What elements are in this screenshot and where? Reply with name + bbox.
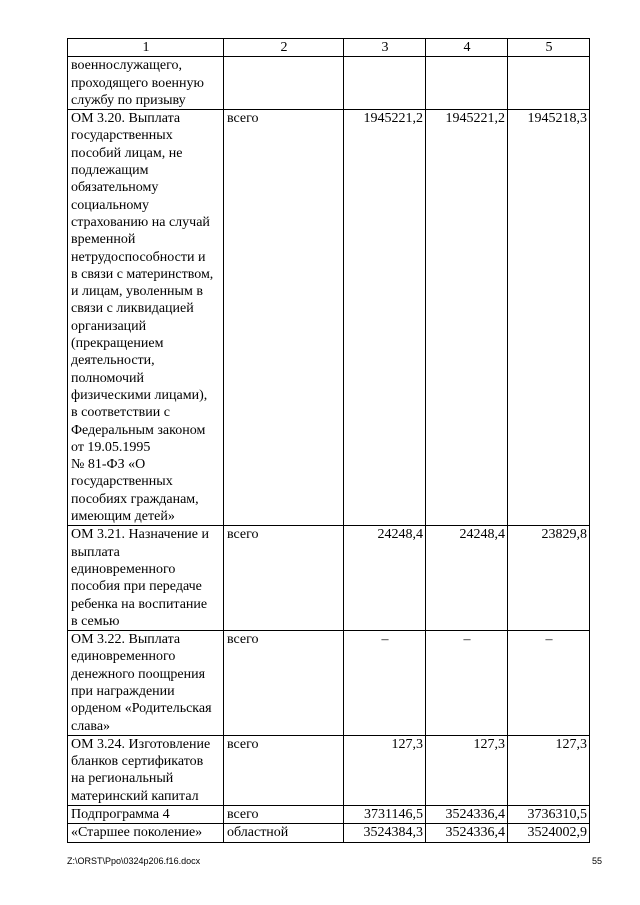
footer-file-path: Z:\ORST\Ppo\0324p206.f16.docx [67,856,201,866]
header-cell-2: 2 [224,39,344,57]
row-type-cell: всего [224,110,344,526]
row-name-cell [68,806,224,824]
row-type-cell: всего [224,806,344,824]
row-value-col3: 3731146,5 [344,806,426,824]
row-value-col5: 3524002,9 [508,824,590,842]
row-type-cell: всего [224,735,344,805]
header-cell-1: 1 [68,39,224,57]
row-name: Подпрограмма 4 [71,807,170,823]
row-value-col3: 3524384,3 [344,824,426,842]
row-name: военнослужащего, проходящего военную службу по призыву [71,58,204,108]
row-type-cell: областной [224,824,344,842]
row-value-col3: 127,3 [344,735,426,805]
row-value-col4: 127,3 [426,735,508,805]
table-row [68,57,590,110]
row-value-col4: 1945221,2 [426,110,508,526]
row-value-col4: 24248,4 [426,526,508,631]
row-value-col5: 127,3 [508,735,590,805]
row-value-col5: 23829,8 [508,526,590,631]
table-row [68,526,590,631]
row-name: «Старшее поколение» [71,825,203,841]
header-cell-3: 3 [344,39,426,57]
row-value-col3 [344,57,426,110]
row-value-col5 [508,57,590,110]
header-cell-5: 5 [508,39,590,57]
row-value-col4: 3524336,4 [426,824,508,842]
row-value-col3: – [344,631,426,736]
row-name-cell [68,57,224,110]
row-value-col3: 24248,4 [344,526,426,631]
table-header-row [68,39,590,57]
table-row [68,806,590,824]
row-name-cell [68,824,224,842]
row-name: ОМ 3.22. Выплата единовременного денежного поощрения при награждении орденом «Родительская слава» [71,632,212,734]
row-value-col4 [426,57,508,110]
row-value-col4: – [426,631,508,736]
row-name: ОМ 3.24. Изготовление бланков сертификатов на региональный материнский капитал [71,736,211,804]
table-row [68,735,590,805]
row-name-cell [68,735,224,805]
row-name-cell [68,110,224,526]
row-name: ОМ 3.21. Назначение и выплата единовременного пособия при передаче ребенка на воспитание в семью [71,527,210,629]
row-name: ОМ 3.20. Выплата государственных пособий лицам, не подлежащим обязательному социальному страхованию на случай временной нетрудоспособности и в связи с материнством, и лицам, уволенным в связи с ликвидацией организаций (прекращением деятельности, полномочий физическими лицами), в соответствии с Федеральным законом от 19.05.1995 № 81-ФЗ «О государственных пособиях гражданам, имеющим детей» [71,111,214,525]
row-name-cell [68,526,224,631]
row-value-col5: 3736310,5 [508,806,590,824]
header-cell-4: 4 [426,39,508,57]
table-row [68,824,590,842]
footer-page-number: 55 [591,856,602,866]
row-type-cell: всего [224,526,344,631]
table-row [68,110,590,526]
table-row [68,631,590,736]
row-type-cell: всего [224,631,344,736]
row-value-col4: 3524336,4 [426,806,508,824]
row-type-cell [224,57,344,110]
row-value-col5: – [508,631,590,736]
budget-table [67,38,590,843]
row-value-col3: 1945221,2 [344,110,426,526]
row-name-cell [68,631,224,736]
row-value-col5: 1945218,3 [508,110,590,526]
